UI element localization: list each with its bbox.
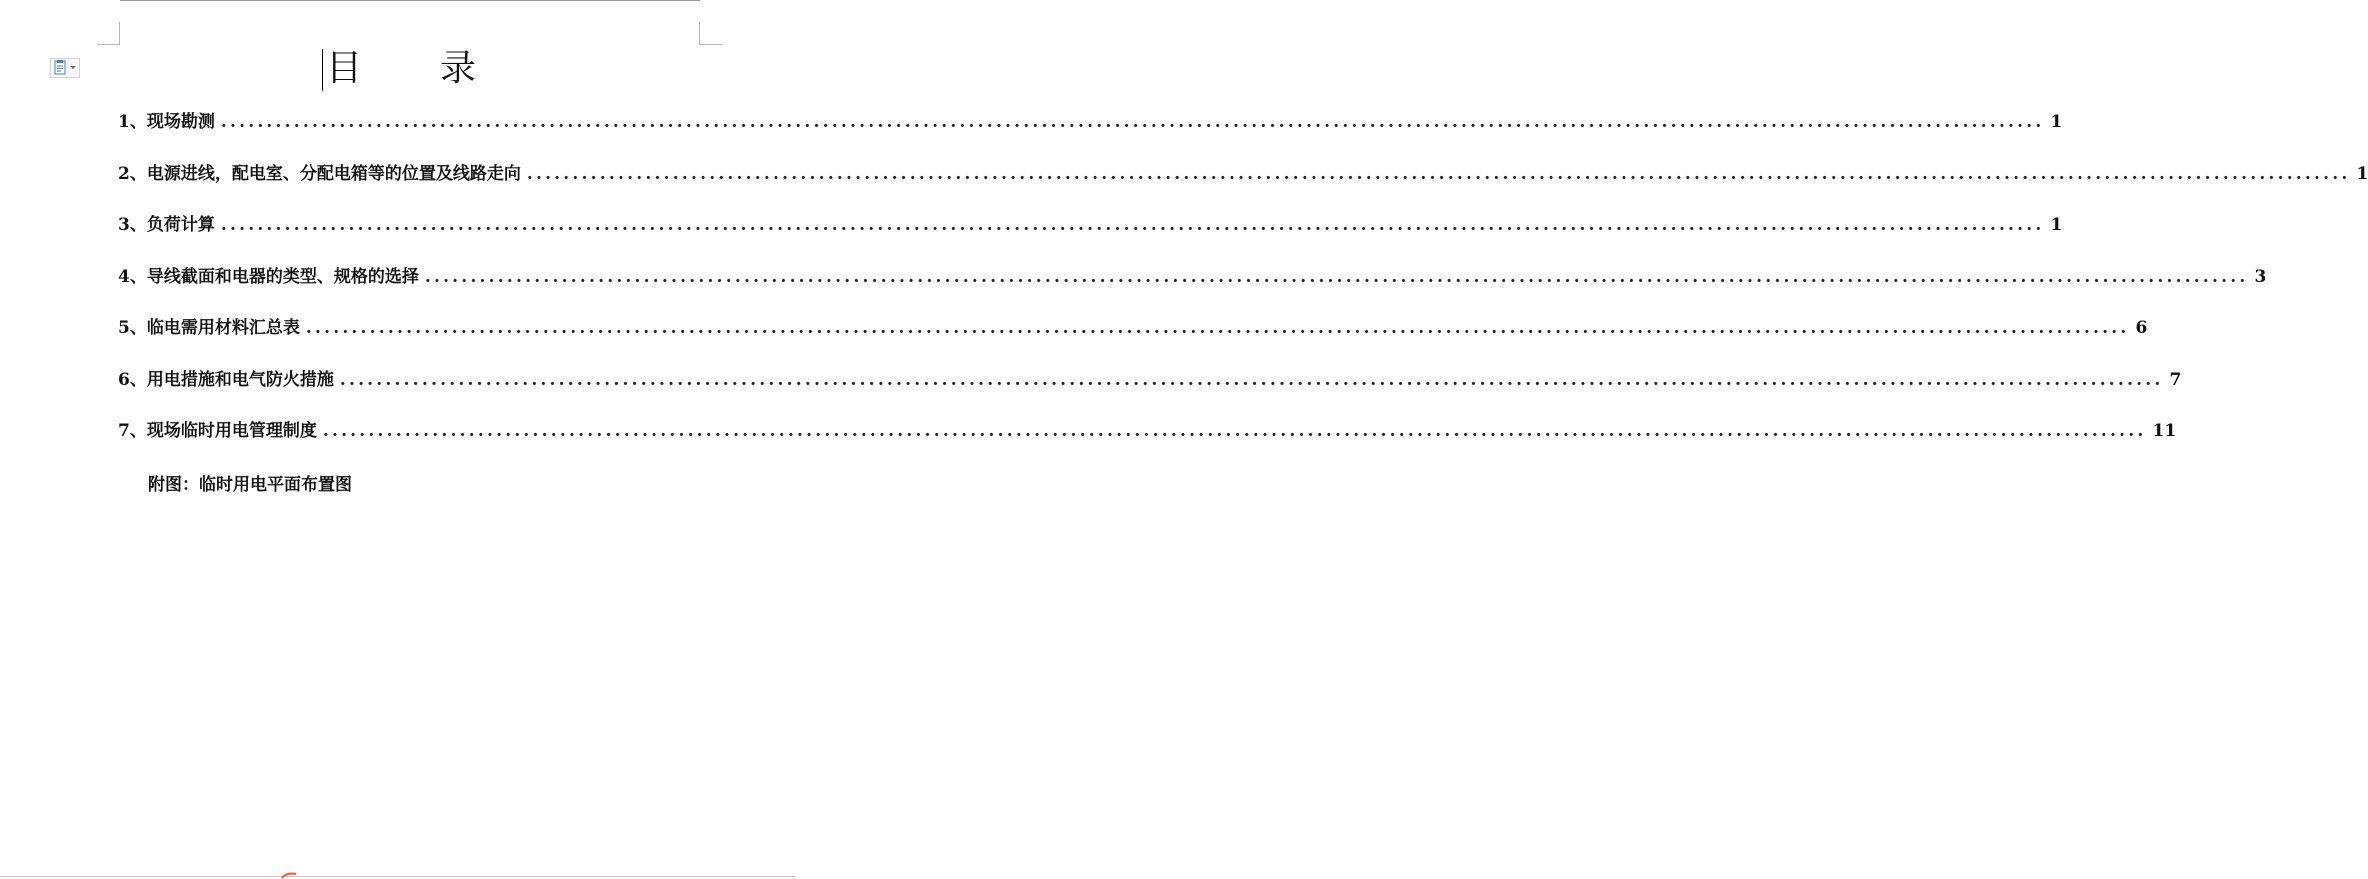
margin-corner-top-right: [699, 22, 722, 45]
toc-entry-label: 3、负荷计算: [118, 215, 215, 235]
toc-leader-dots: ........................................................................................................................................................................................................: [339, 369, 2164, 390]
toc-entry-label: 7、现场临时用电管理制度: [118, 421, 317, 441]
page-top-edge: [120, 0, 700, 1]
stamp-fragment: [280, 871, 298, 879]
toc-entry-page: 3: [2254, 266, 2267, 287]
toc-entry[interactable]: [118, 313, 2148, 365]
paste-options-button[interactable]: [50, 58, 80, 78]
appendix-line[interactable]: 附图：临时用电平面布置图: [148, 475, 352, 495]
toc-entry-label: 6、用电措施和电气防火措施: [118, 369, 334, 390]
toc-entry[interactable]: [118, 365, 2182, 417]
toc-entry-page: 1: [2356, 163, 2368, 184]
toc-entry[interactable]: [118, 159, 2368, 211]
toc-entry[interactable]: [118, 262, 2267, 314]
chevron-down-icon: [69, 65, 77, 71]
toc-leader-dots: ........................................................................................................................................................................................................: [220, 215, 2045, 235]
toc-entry-label: 4、导线截面和电器的类型、规格的选择: [118, 266, 419, 287]
paste-options-icon: [51, 59, 69, 77]
text-cursor: [322, 49, 323, 91]
margin-corner-top-left: [97, 22, 120, 45]
toc-entry-page: 1: [2050, 112, 2063, 132]
toc-entry-page: 11: [2152, 421, 2177, 441]
toc-entry[interactable]: [118, 210, 2063, 262]
page-bottom-edge: [0, 876, 795, 877]
toc-leader-dots: ........................................................................................................................................................................................................: [220, 112, 2045, 132]
toc-entry-page: 6: [2135, 318, 2148, 338]
toc-leader-dots: ........................................................................................................................................................................................................: [305, 318, 2130, 338]
toc-leader-dots: ........................................................................................................................................................................................................: [526, 163, 2351, 184]
toc-entry-page: 7: [2169, 369, 2182, 390]
toc-entry-page: 1: [2050, 215, 2063, 235]
toc-entry[interactable]: [118, 107, 2063, 159]
toc-entry-label: 1、现场勘测: [118, 112, 215, 132]
toc-leader-dots: ........................................................................................................................................................................................................: [424, 266, 2249, 287]
toc-entry[interactable]: [118, 416, 2177, 468]
document-title[interactable]: 目 录: [326, 48, 479, 89]
toc-entry-label: 2、电源进线，配电室、分配电箱等的位置及线路走向: [118, 163, 521, 184]
toc-leader-dots: ........................................................................................................................................................................................................: [322, 421, 2147, 441]
toc-entry-label: 5、临电需用材料汇总表: [118, 318, 300, 338]
table-of-contents: [118, 107, 2368, 468]
